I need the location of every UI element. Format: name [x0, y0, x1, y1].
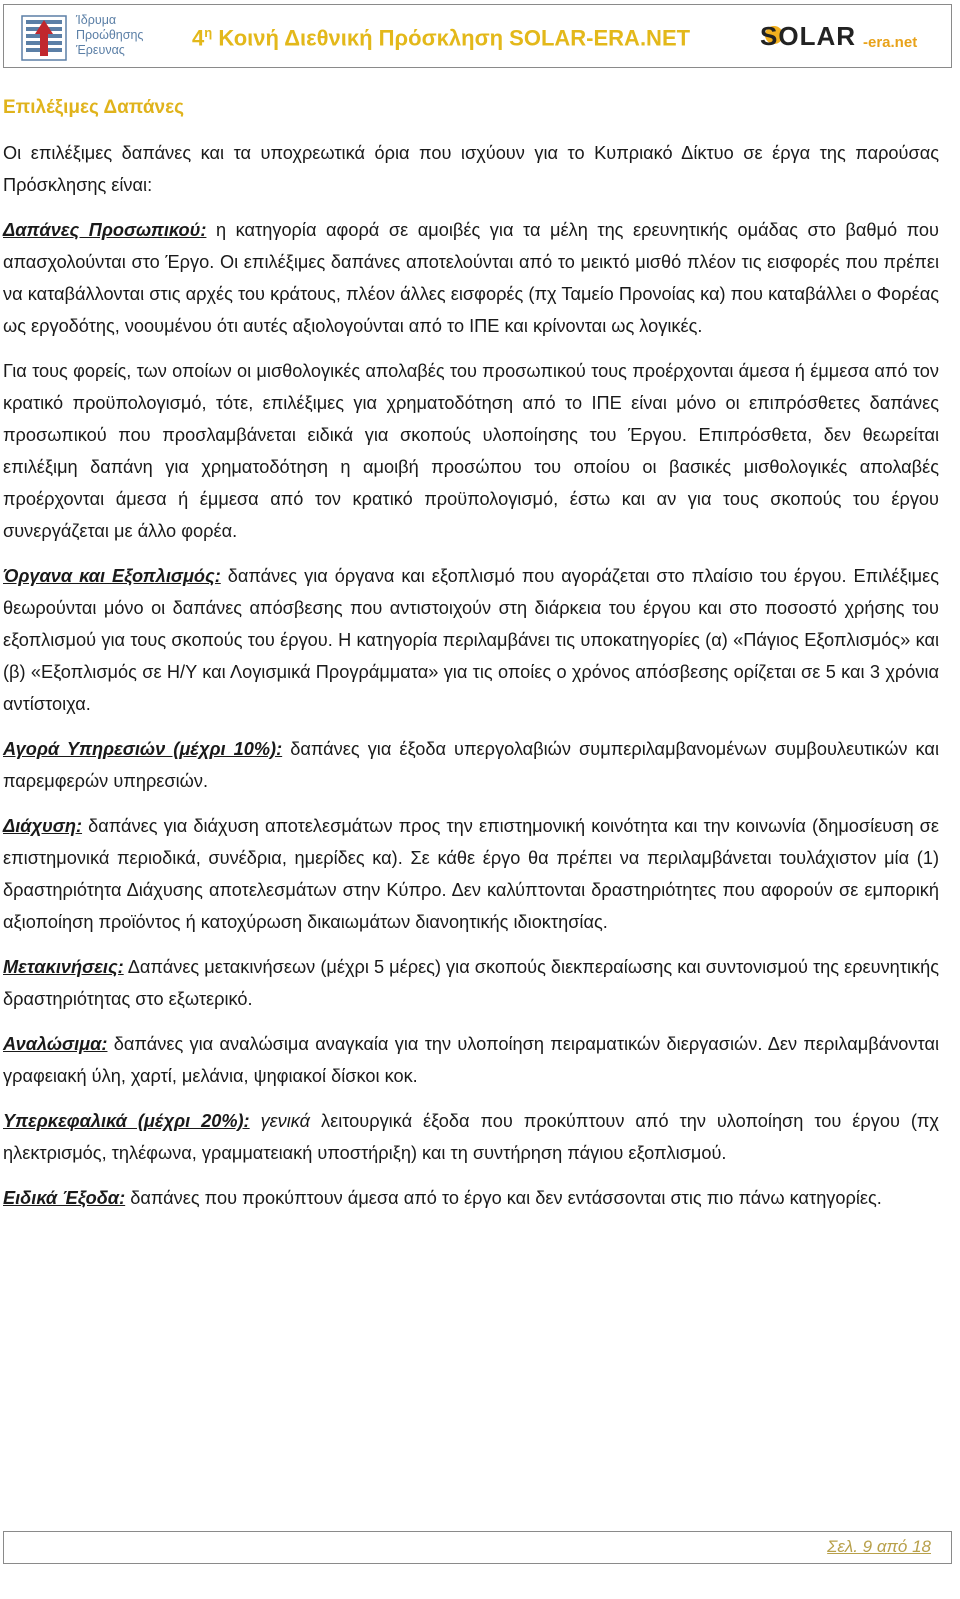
consumables-paragraph: [3, 1028, 939, 1092]
overheads-term: Υπερκεφαλικά (μέχρι 20%):: [3, 1111, 250, 1131]
section-title: Επιλέξιμες Δαπάνες: [3, 97, 184, 118]
header-title-number: 4: [192, 25, 205, 51]
personnel-paragraph: [3, 214, 939, 342]
header-title: [192, 25, 690, 51]
special-text: δαπάνες που προκύπτουν άμεσα από το έργο και δεν εντάσσονται στις πιο πάνω κατηγορίες.: [125, 1188, 882, 1208]
equipment-text: δαπάνες για όργανα και εξοπλισμό που αγοράζεται στο πλαίσιο του έργου. Επιλέξιμες θεωρούνται μόνο οι δαπάνες απόσβεσης που αντιστοιχούν στη διάρκεια του έργου και στο ποσοστό χρήσης του εξοπλισμού για τους σκοπούς του έργου. Η κατηγορία περιλαμβάνει τις υποκατηγορίες (α) «Πάγιος Εξοπλισμός» και (β) «Εξοπλισμός σε Η/Υ και Λογισμικά Προγράμματα» για τις οποίες ο χρόνος απόσβεσης ορίζεται σε 5 και 3 χρόνια αντίστοιχα.: [3, 566, 939, 714]
personnel-note-paragraph: Για τους φορείς, των οποίων οι μισθολογικές απολαβές του προσωπικού τους προέρχονται άμεσα ή έμμεσα από τον κρατικό προϋπολογισμό, τότε, επιλέξιμες για χρηματοδότηση από το ΙΠΕ είναι μόνο οι επιπρόσθετες δαπάνες προσωπικού που προσλαμβάνεται ειδικά για σκοπούς υλοποίησης του Έργου. Επιπρόσθετα, δεν θεωρείται επιλέξιμη δαπάνη για χρηματοδότηση η αμοιβή προσώπου του οποίου οι βασικές μισθολογικές απολαβές προέρχονται άμεσα ή έμμεσα από τον κρατικό προϋπολογισμό, έστω και αν για τους σκοπούς του έργου συνεργάζεται με άλλο φορέα.: [3, 361, 939, 541]
rpf-line-3: Έρευνας: [76, 43, 125, 57]
services-text: δαπάνες για έξοδα υπεργολαβιών συμπεριλαμβανομένων συμβουλευτικών και παρεμφερών υπηρεσιών.: [3, 739, 939, 791]
dissemination-term: Διάχυση:: [3, 816, 83, 836]
special-paragraph: [3, 1182, 939, 1214]
page-header: [3, 4, 952, 68]
page-footer: [3, 1531, 952, 1564]
travel-paragraph: [3, 951, 939, 1015]
overheads-paragraph: [3, 1105, 939, 1169]
personnel-text: η κατηγορία αφορά σε αμοιβές για τα μέλη της ερευνητικής ομάδας στο βαθμό που απασχολούνται στο Έργο. Οι επιλέξιμες δαπάνες αποτελούνται από το μεικτό μισθό πλέον τις εισφορές που πρέπει να καταβάλλονται στις αρχές του κράτους, πλέον άλλες εισφορές (πχ Ταμείο Προνοίας κα) που καταβάλλει ο Φορέας ως εργοδότης, νοουμένου ότι αυτές αξιολογούνται από το ΙΠΕ και κρίνονται ως λογικές.: [3, 220, 939, 336]
rpf-logo-icon: [20, 14, 68, 62]
overheads-text: λειτουργικά έξοδα που προκύπτουν από την υλοποίηση του έργου (πχ ηλεκτρισμός, τηλέφωνα, γραμματειακή υποστήριξη) και τη συντήρηση πάγιου εξοπλισμού.: [3, 1111, 939, 1163]
header-title-sup: η: [204, 25, 213, 40]
dissemination-paragraph: [3, 810, 939, 938]
document-body: [3, 92, 939, 1227]
overheads-italic: γενικά: [249, 1111, 311, 1131]
equipment-paragraph: [3, 560, 939, 720]
page-number: Σελ. 9 από 18: [827, 1537, 931, 1556]
special-term: Ειδικά Έξοδα:: [3, 1188, 126, 1208]
dissemination-text: δαπάνες για διάχυση αποτελεσμάτων προς την επιστημονική κοινότητα και την κοινωνία (δημοσίευση σε επιστημονικά περιοδικά, συνέδρια, ημερίδες κα). Σε κάθε έργο θα πρέπει να περιλαμβάνεται τουλάχιστον μία (1) δραστηριότητα Διάχυσης αποτελεσμάτων στην Κύπρο. Δεν καλύπτονται δραστηριότητες που αφορούν σε εμπορική αξιοποίηση προϊόντος ή κατοχύρωση δικαιωμάτων διανοητικής ιδιοκτησίας.: [3, 816, 939, 932]
intro-paragraph: Οι επιλέξιμες δαπάνες και τα υποχρεωτικά όρια που ισχύουν για το Κυπριακό Δίκτυο σε έργα της παρούσας Πρόσκλησης είναι:: [3, 143, 939, 195]
rpf-logo: [16, 10, 166, 64]
solar-logo-word: SOLAR: [760, 21, 856, 51]
services-term: Αγορά Υπηρεσιών (μέχρι 10%):: [3, 739, 283, 759]
travel-term: Μετακινήσεις:: [3, 957, 124, 977]
consumables-term: Αναλώσιμα:: [3, 1034, 108, 1054]
equipment-term: Όργανα και Εξοπλισμός:: [3, 566, 221, 586]
travel-text: Δαπάνες μετακινήσεων (μέχρι 5 μέρες) για σκοπούς διεκπεραίωσης και συντονισμού της ερευνητικής δραστηριότητας στο εξωτερικό.: [3, 957, 939, 1009]
rpf-line-2: Προώθησης: [76, 28, 144, 42]
header-title-rest: Κοινή Διεθνική Πρόσκληση SOLAR-ERA.NET: [212, 25, 691, 51]
solar-era-logo: [754, 15, 944, 59]
personnel-term: Δαπάνες Προσωπικού:: [3, 220, 207, 240]
services-paragraph: [3, 733, 939, 797]
rpf-line-1: Ίδρυμα: [76, 13, 117, 27]
solar-logo-sub: -era.net: [863, 34, 918, 51]
consumables-text: δαπάνες για αναλώσιμα αναγκαία για την υλοποίηση πειραματικών διεργασιών. Δεν περιλαμβάνονται γραφειακή ύλη, χαρτί, μελάνια, ψηφιακοί δίσκοι κοκ.: [3, 1034, 939, 1086]
rpf-logo-text: [76, 13, 143, 58]
